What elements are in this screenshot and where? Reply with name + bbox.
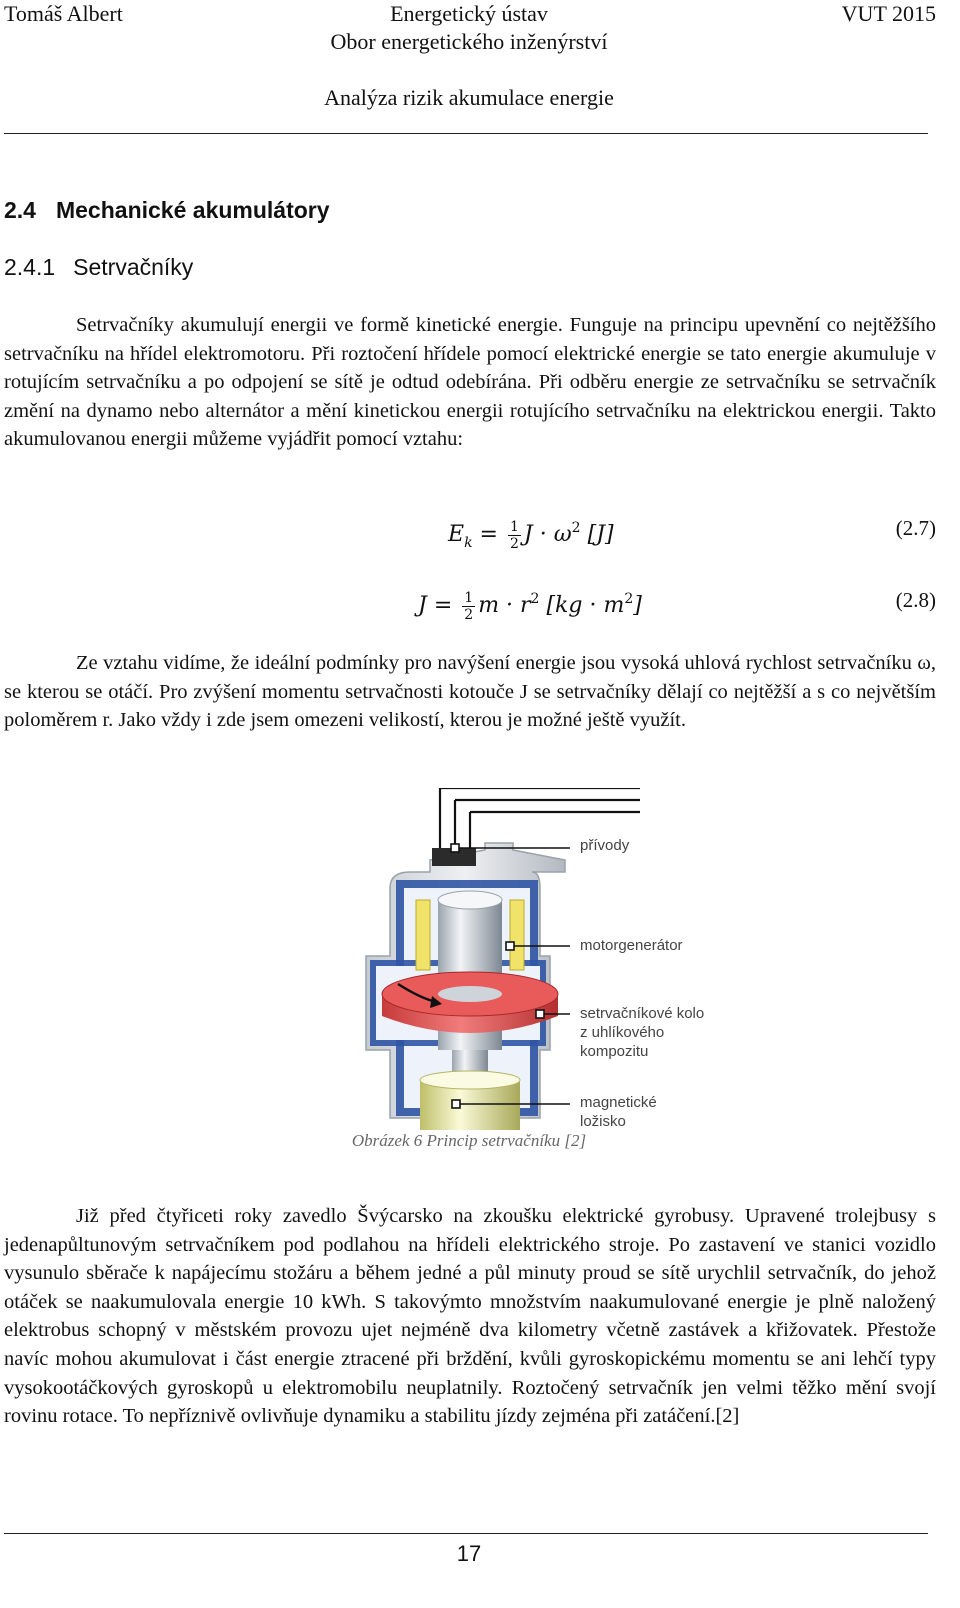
eq1-rhs: J · ω bbox=[523, 522, 572, 547]
eq1-frac-num: 1 bbox=[509, 518, 519, 535]
header-institute: Energetický ústav bbox=[390, 1, 548, 26]
header-thesis-title: Analýza rizik akumulace energie bbox=[324, 85, 614, 110]
paragraph-conditions: Ze vztahu vidíme, že ideální podmínky pro navýšení energie jsou vysoká uhlová rychlost setrvačníku ω, se kterou se otáčí. Pro zvýšení momentu setrvačnosti kotouče J se setrvačníky dělají co nejtěžší a s co největším poloměrem r. Jako vždy i zde jsem omezeni velikostí, kterou je možné ještě využít. bbox=[4, 652, 936, 732]
subsection-number: 2.4.1 bbox=[4, 254, 56, 280]
equation-number-2-8: (2.8) bbox=[895, 588, 936, 612]
eq2-rhs: m · r bbox=[478, 593, 531, 618]
eq2-lhs: J bbox=[418, 593, 427, 618]
paragraph-intro: Setrvačníky akumulují energii ve formě kinetické energie. Funguje na principu upevnění co nejtěžšího setrvačníku na hřídel elektromotoru. Při roztočení hřídele pomocí elektrické energie se tato energie akumuluje v rotujícím setrvačníku a po odpojení se sítě je odtud odebírána. Při odběru energie ze setrvačníku se setrvačník změní na dynamo nebo alternátor a mění kinetickou energii rotujícího setrvačníku na elektrickou energii. Takto akumulovanou energii můžeme vyjádřit pomocí vztahu: bbox=[4, 314, 936, 451]
label-kolo-line3: kompozitu bbox=[580, 1043, 649, 1060]
equation-number-2-7: (2.7) bbox=[895, 516, 936, 540]
flywheel-figure bbox=[360, 788, 740, 1133]
stator-right bbox=[510, 900, 524, 970]
header-rule bbox=[4, 133, 928, 134]
eq2-frac-den: 2 bbox=[464, 606, 474, 623]
eq2-unit-sup: 2 bbox=[624, 591, 634, 607]
footer-rule bbox=[4, 1533, 928, 1534]
figure-caption: Obrázek 6 Princip setrvačníku [2] bbox=[351, 1131, 587, 1150]
label-kolo-line1: setrvačníkové kolo bbox=[580, 1005, 705, 1022]
eq2-unit-open: [kg · m bbox=[546, 593, 625, 618]
header-year: VUT 2015 bbox=[841, 1, 936, 26]
eq1-lhs: E bbox=[448, 522, 465, 547]
subsection-heading bbox=[4, 254, 193, 281]
paragraph-gyrobus: Již před čtyřiceti roky zavedlo Švýcarsko na zkoušku elektrické gyrobusy. Upravené trolejbusy s jedenapůltunovým setrvačníkem pod podlahou na hřídeli elektrického stroje. Po zastavení ve stanici vozidlo vysunulo sběrače k napájecímu stožáru a během jedné a půl minuty proud se sítě urychlil setrvačník, do jehož otáček se naakumulovala energie 10 kWh. S takovýmto množstvím naakumulované energie je plně naložený elektrobus schopný v městském provozu ujet nejméně dva kilometry včetně zastávek a křižovatek. Přestože navíc mohou akumulovat i část energie ztracené při brždění, kvůli gyroskopickému momentu se ani lehčí typy vysokootáčkových gyroskopů u elektromobilu neuplatnily. Roztočený setrvačník jen velmi těžko mění svojí rovinu rotace. To nepříznivě ovlivňuje dynamiku a stabilitu jízdy zejména při zatáčení.[2] bbox=[4, 1205, 936, 1428]
eq2-rel: = bbox=[433, 593, 453, 618]
eq1-lhs-sub: k bbox=[464, 535, 473, 551]
eq1-unit: [J] bbox=[587, 522, 614, 547]
label-loziska-line1: magnetické bbox=[580, 1094, 657, 1111]
label-loziska-line2: ložisko bbox=[580, 1113, 626, 1130]
magnetic-bearing bbox=[420, 1071, 520, 1130]
eq1-fraction bbox=[508, 519, 521, 552]
label-magneticke-lozisko bbox=[580, 1093, 657, 1131]
page-number: 17 bbox=[456, 1541, 482, 1566]
eq2-fraction bbox=[462, 590, 475, 623]
equation-kinetic-energy bbox=[448, 512, 614, 559]
flywheel-diagram bbox=[360, 788, 740, 1133]
eq1-frac-den: 2 bbox=[509, 535, 519, 552]
label-motorgenerator: motorgenerátor bbox=[580, 937, 683, 954]
section-heading bbox=[4, 197, 330, 224]
eq2-rhs-sup: 2 bbox=[530, 591, 540, 607]
header-field: Obor energetického inženýrství bbox=[330, 29, 608, 54]
header-author: Tomáš Albert bbox=[4, 1, 123, 26]
label-setrvacnikove-kolo bbox=[580, 1004, 704, 1061]
equation-moment-of-inertia bbox=[418, 583, 642, 623]
eq1-rhs-sup: 2 bbox=[571, 520, 581, 536]
flywheel-disk bbox=[382, 972, 558, 1033]
stator-left bbox=[416, 900, 430, 970]
eq2-unit-close: ] bbox=[633, 593, 642, 618]
eq2-frac-num: 1 bbox=[464, 589, 474, 606]
eq1-rel: = bbox=[479, 522, 498, 547]
section-title: Mechanické akumulátory bbox=[55, 197, 330, 223]
section-number: 2.4 bbox=[4, 197, 36, 223]
subsection-title: Setrvačníky bbox=[73, 254, 194, 280]
label-kolo-line2: z uhlíkového bbox=[580, 1024, 665, 1041]
label-privody: přívody bbox=[580, 837, 630, 854]
